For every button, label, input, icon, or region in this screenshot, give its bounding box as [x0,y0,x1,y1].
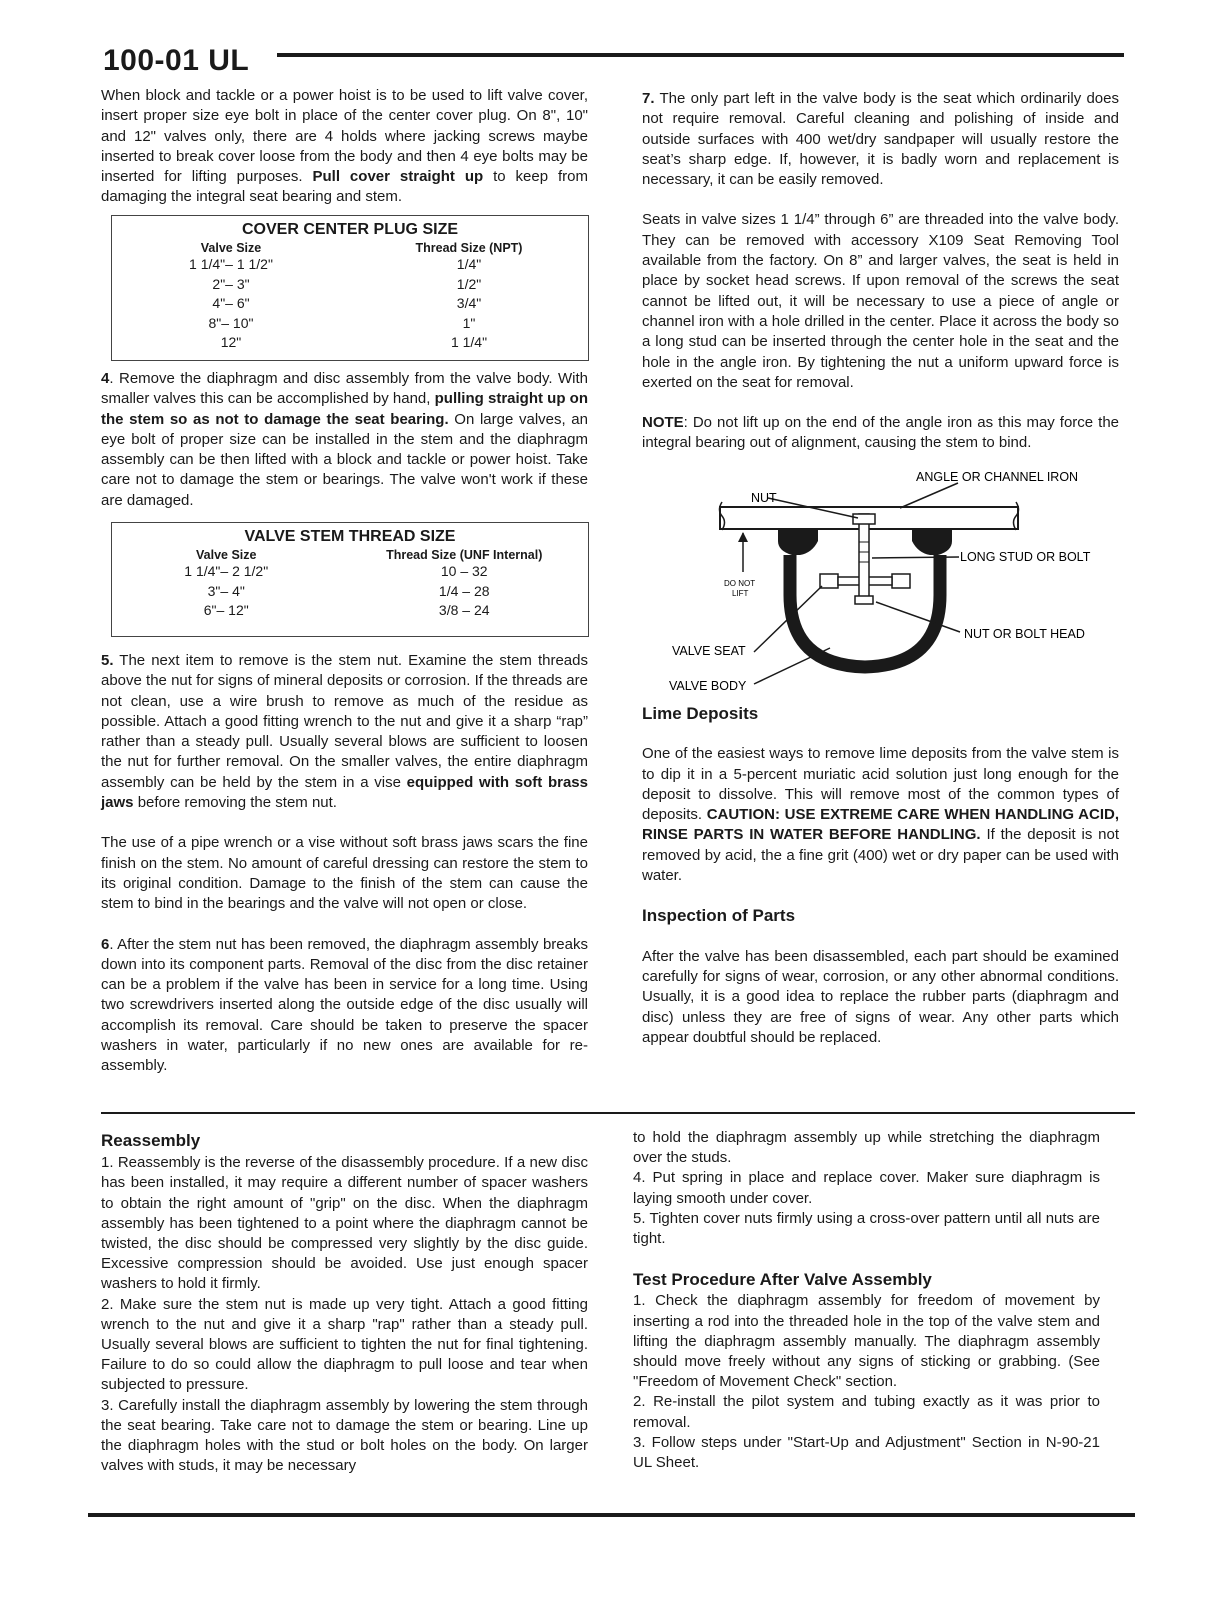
cover-col-valve: Valve Size [200,241,262,255]
left-column [101,86,588,208]
reassembly-step-1: 1. Reassembly is the reverse of the disassembly procedure. If a new disc has been installed, it may require a different number of spacer washers to obtain the right amount of "grip" on the disc. When the diaphragm assembly has been tightened to a point where the diaphragm cannot be twisted, the disc should be compressed very slightly by the disc guide. Excessive compression should be avoided. Use just enough spacer washers to hold it firmly. [101,1154,588,1293]
reassembly-step-4: 4. Put spring in place and replace cover. Maker sure diaphragm is laying smooth under cover. [633,1169,1100,1207]
label-long-stud: LONG STUD OR BOLT [960,550,1091,564]
table-row [112,333,588,353]
cell: 10 – 32 [440,563,488,579]
note-paragraph: NOTE: Do not lift up on the end of the angle iron as this may force the integral bearing out of alignment, causing the stem to bind. [642,414,1119,452]
test-procedure-heading: Test Procedure After Valve Assembly [633,1270,932,1290]
cell: 12" [220,334,242,350]
step-7-paragraph: 7. The only part left in the valve body is the seat which ordinarily does not require removal. Careful cleaning and polishing of inside and outside surfaces with 400 wet/dry sandpaper will usually restore the seat’s sharp edge. If, however, it is badly worn and replacement is necessary, it can be easily removed. [642,90,1119,189]
test-step-1: 1. Check the diaphragm assembly for freedom of movement by inserting a rod into the threaded hole in the top of the valve stem and lifting the diaphragm assembly manually. The diaphragm assembly should move freely without any signs of sticking or grabbing. (See "Freedom of Movement Check" section. [633,1292,1100,1391]
cover-plug-table [111,215,589,361]
table-row [112,255,588,275]
valve-seat-left [820,574,838,588]
left-column-2 [101,369,588,511]
long-stud-leader [872,557,959,558]
cover-table-title: COVER CENTER PLUG SIZE [241,221,459,238]
seats-paragraph: Seats in valve sizes 1 1/4” through 6” are threaded into the valve body. They can be removed with accessory X109 Seat Removing Tool available from the factory. On 8” and larger valves, the seat is held in place by socket head screws. If upon removal of the screws the seat cannot be lifted out, it will be necessary to use a piece of angle or channel iron with a hole drilled in the center. Place it across the body so a long stud can be inserted through the center hole in the seat and the hole in the angle iron. By tightening the nut a uniform upward force is exerted on the seat for removal. [642,211,1119,391]
long-stud-shape [859,514,869,598]
header-rule [277,53,1124,57]
lime-paragraph: One of the easiest ways to remove lime deposits from the valve stem is to dip it in a 5-percent muriatic acid solution just long enough for the deposit to dissolve. This will remove most of the common types of deposits. CAUTION: USE EXTREME CARE WHEN HANDLING ACID, RINSE PARTS IN WATER BEFORE HANDLING. If the deposit is not removed by acid, the a fine grit (400) wet or dry paper can be used with water. [642,745,1120,885]
right-column-2 [642,704,1119,1048]
label-nut-bolt-head: NUT OR BOLT HEAD [964,627,1085,641]
test-step-3: 3. Follow steps under "Start-Up and Adjustment" Section in N-90-21 UL Sheet. [633,1433,1100,1472]
step-5-paragraph: 5. The next item to remove is the stem nut. Examine the stem threads above the nut for signs of mineral deposits or corrosion. If the threads are not clean, use a wire brush to remove as much of the residue as possible. Attach a good fitting wrench to the nut and give it a sharp “rap” rather than a steady pull. Usually several blows are sufficient to loosen the nut for further removal. On the smaller valves, the entire diaphragm assembly can be held by the stem in a vise equipped with soft brass jaws before removing the stem nut. [101,652,588,812]
valve-seat-right [892,574,910,588]
label-valve-seat: VALVE SEAT [672,644,746,658]
valve-seat-removal-diagram [660,462,1110,696]
reassembly-heading: Reassembly [101,1131,201,1150]
step-6-paragraph: 6. After the stem nut has been removed, the diaphragm assembly breaks down into its component parts. Removal of the disc from the disc retainer can be a problem if the valve has been in service for a long time. Using two screwdrivers inserted along the outside edge of the disc usually will accomplish its removal. Care should be taken to preserve the spacer washers in water, particularly if no new ones are available for re-assembly. [101,935,588,1075]
cell: 4"– 6" [212,295,250,311]
reassembly-step-3-continued: to hold the diaphragm assembly up while stretching the diaphragm over the studs. [633,1129,1100,1167]
page-title: 100-01 UL [103,44,250,77]
cell: 1 1/4"– 1 1/2" [189,256,273,272]
cell: 1/2" [456,275,482,292]
right-column [642,89,1119,454]
cell: 1" [462,314,476,331]
reassembly-column [101,1131,588,1476]
cell: 6"– 12" [203,602,249,618]
label-nut: NUT [751,491,777,505]
lime-deposits-heading: Lime Deposits [642,704,759,723]
stem-col-thread: Thread Size (UNF Internal) [386,548,543,562]
cover-table [112,241,588,353]
inspection-heading: Inspection of Parts [642,906,796,926]
step-5b-paragraph: The use of a pipe wrench or a vise without soft brass jaws scars the fine finish on the stem. No amount of careful dressing can restore the stem to its original condition. Damage to the finish of the stem can cause the stem to bind in the bearings and the valve will not open or close. [101,834,588,913]
footer-rule [88,1513,1135,1517]
stem-table [112,548,588,621]
table-row [112,582,588,602]
cover-col-thread: Thread Size (NPT) [415,241,523,255]
left-column-3 [101,651,588,1077]
bolt-head-shape [855,596,873,604]
stem-col-valve: Valve Size [196,548,257,562]
stem-table-title: VALVE STEM THREAD SIZE [244,528,456,545]
cell: 3"– 4" [207,582,245,599]
cell: 1/4" [456,256,482,272]
top-nut-shape [853,514,875,524]
intro-paragraph: When block and tackle or a power hoist is to be used to lift valve cover, insert proper size eye bolt in place of the center cover plug. On 8", 10" and 12" valves only, there are 4 holds where jacking screws maybe inserted to break cover loose from the body and then 4 eye bolts may be inserted for lifting purposes. Pull cover straight up to keep from damaging the integral seat bearing and stem. [101,87,588,206]
arrow-head [738,532,748,542]
section-divider [101,1112,1135,1114]
table-row [112,601,588,621]
inspection-paragraph: After the valve has been disassembled, each part should be examined carefully for signs of wear, corrosion, or any other abnormal conditions. Usually, it is a good idea to replace the rubber parts (diaphragm and disc) unless they are free of signs of wear. Any other parts which appear doubtful should be replaced. [642,947,1119,1046]
step-4-paragraph: 4. Remove the diaphragm and disc assembly from the valve body. With smaller valves this can be accomplished by hand, pulling straight up on the stem so as not to damage the seat bearing. On large valves, an eye bolt of proper size can be installed in the stem and the diaphragm assembly can be then lifted with a block and tackle or power hoist. Take care not to damage the stem or bearings. The valve won't work if these are damaged. [101,370,588,509]
table-row [112,562,588,582]
label-angle-iron: ANGLE OR CHANNEL IRON [916,470,1079,484]
table-row [112,314,588,334]
label-lift: LIFT [732,589,749,598]
body-flange-right [912,529,952,555]
cell: 8"– 10" [208,314,254,331]
cell: 1/4 – 28 [438,582,490,599]
cell: 1 1/4"– 2 1/2" [184,563,269,579]
valve-body-leader [754,648,830,684]
cell: 1 1/4" [450,334,488,350]
reassembly-step-3: 3. Carefully install the diaphragm assembly by lowering the stem through the seat bearing. Take care not to damage the stem or bearing. Line up the diaphragm holes with the stud or bolt holes on the body. On larger valves with studs, it may be necessary [101,1396,588,1475]
reassembly-continued-column [633,1128,1100,1473]
test-step-2: 2. Re-install the pilot system and tubing exactly as it was prior to removal. [633,1393,1100,1431]
nut-bolt-head-leader [876,602,960,632]
table-row [112,275,588,295]
stem-thread-table [111,522,589,637]
cell: 3/4" [456,295,482,311]
reassembly-step-2: 2. Make sure the stem nut is made up very tight. Attach a good fitting wrench to the nut and give it a sharp "rap" rather than a steady pull. Usually several blows are sufficient to tighten the nut for final tightening. Failure to do so could allow the diaphragm to pull loose and tear when subjected to pressure. [101,1295,588,1394]
label-do-not: DO NOT [724,579,756,588]
body-flange-left [778,529,818,555]
cell: 2"– 3" [212,275,250,292]
reassembly-step-5: 5. Tighten cover nuts firmly using a cross-over pattern until all nuts are tight. [633,1209,1100,1248]
angle-iron-leader [900,483,958,508]
cell: 3/8 – 24 [438,602,490,618]
table-row [112,294,588,314]
label-valve-body: VALVE BODY [669,679,747,693]
